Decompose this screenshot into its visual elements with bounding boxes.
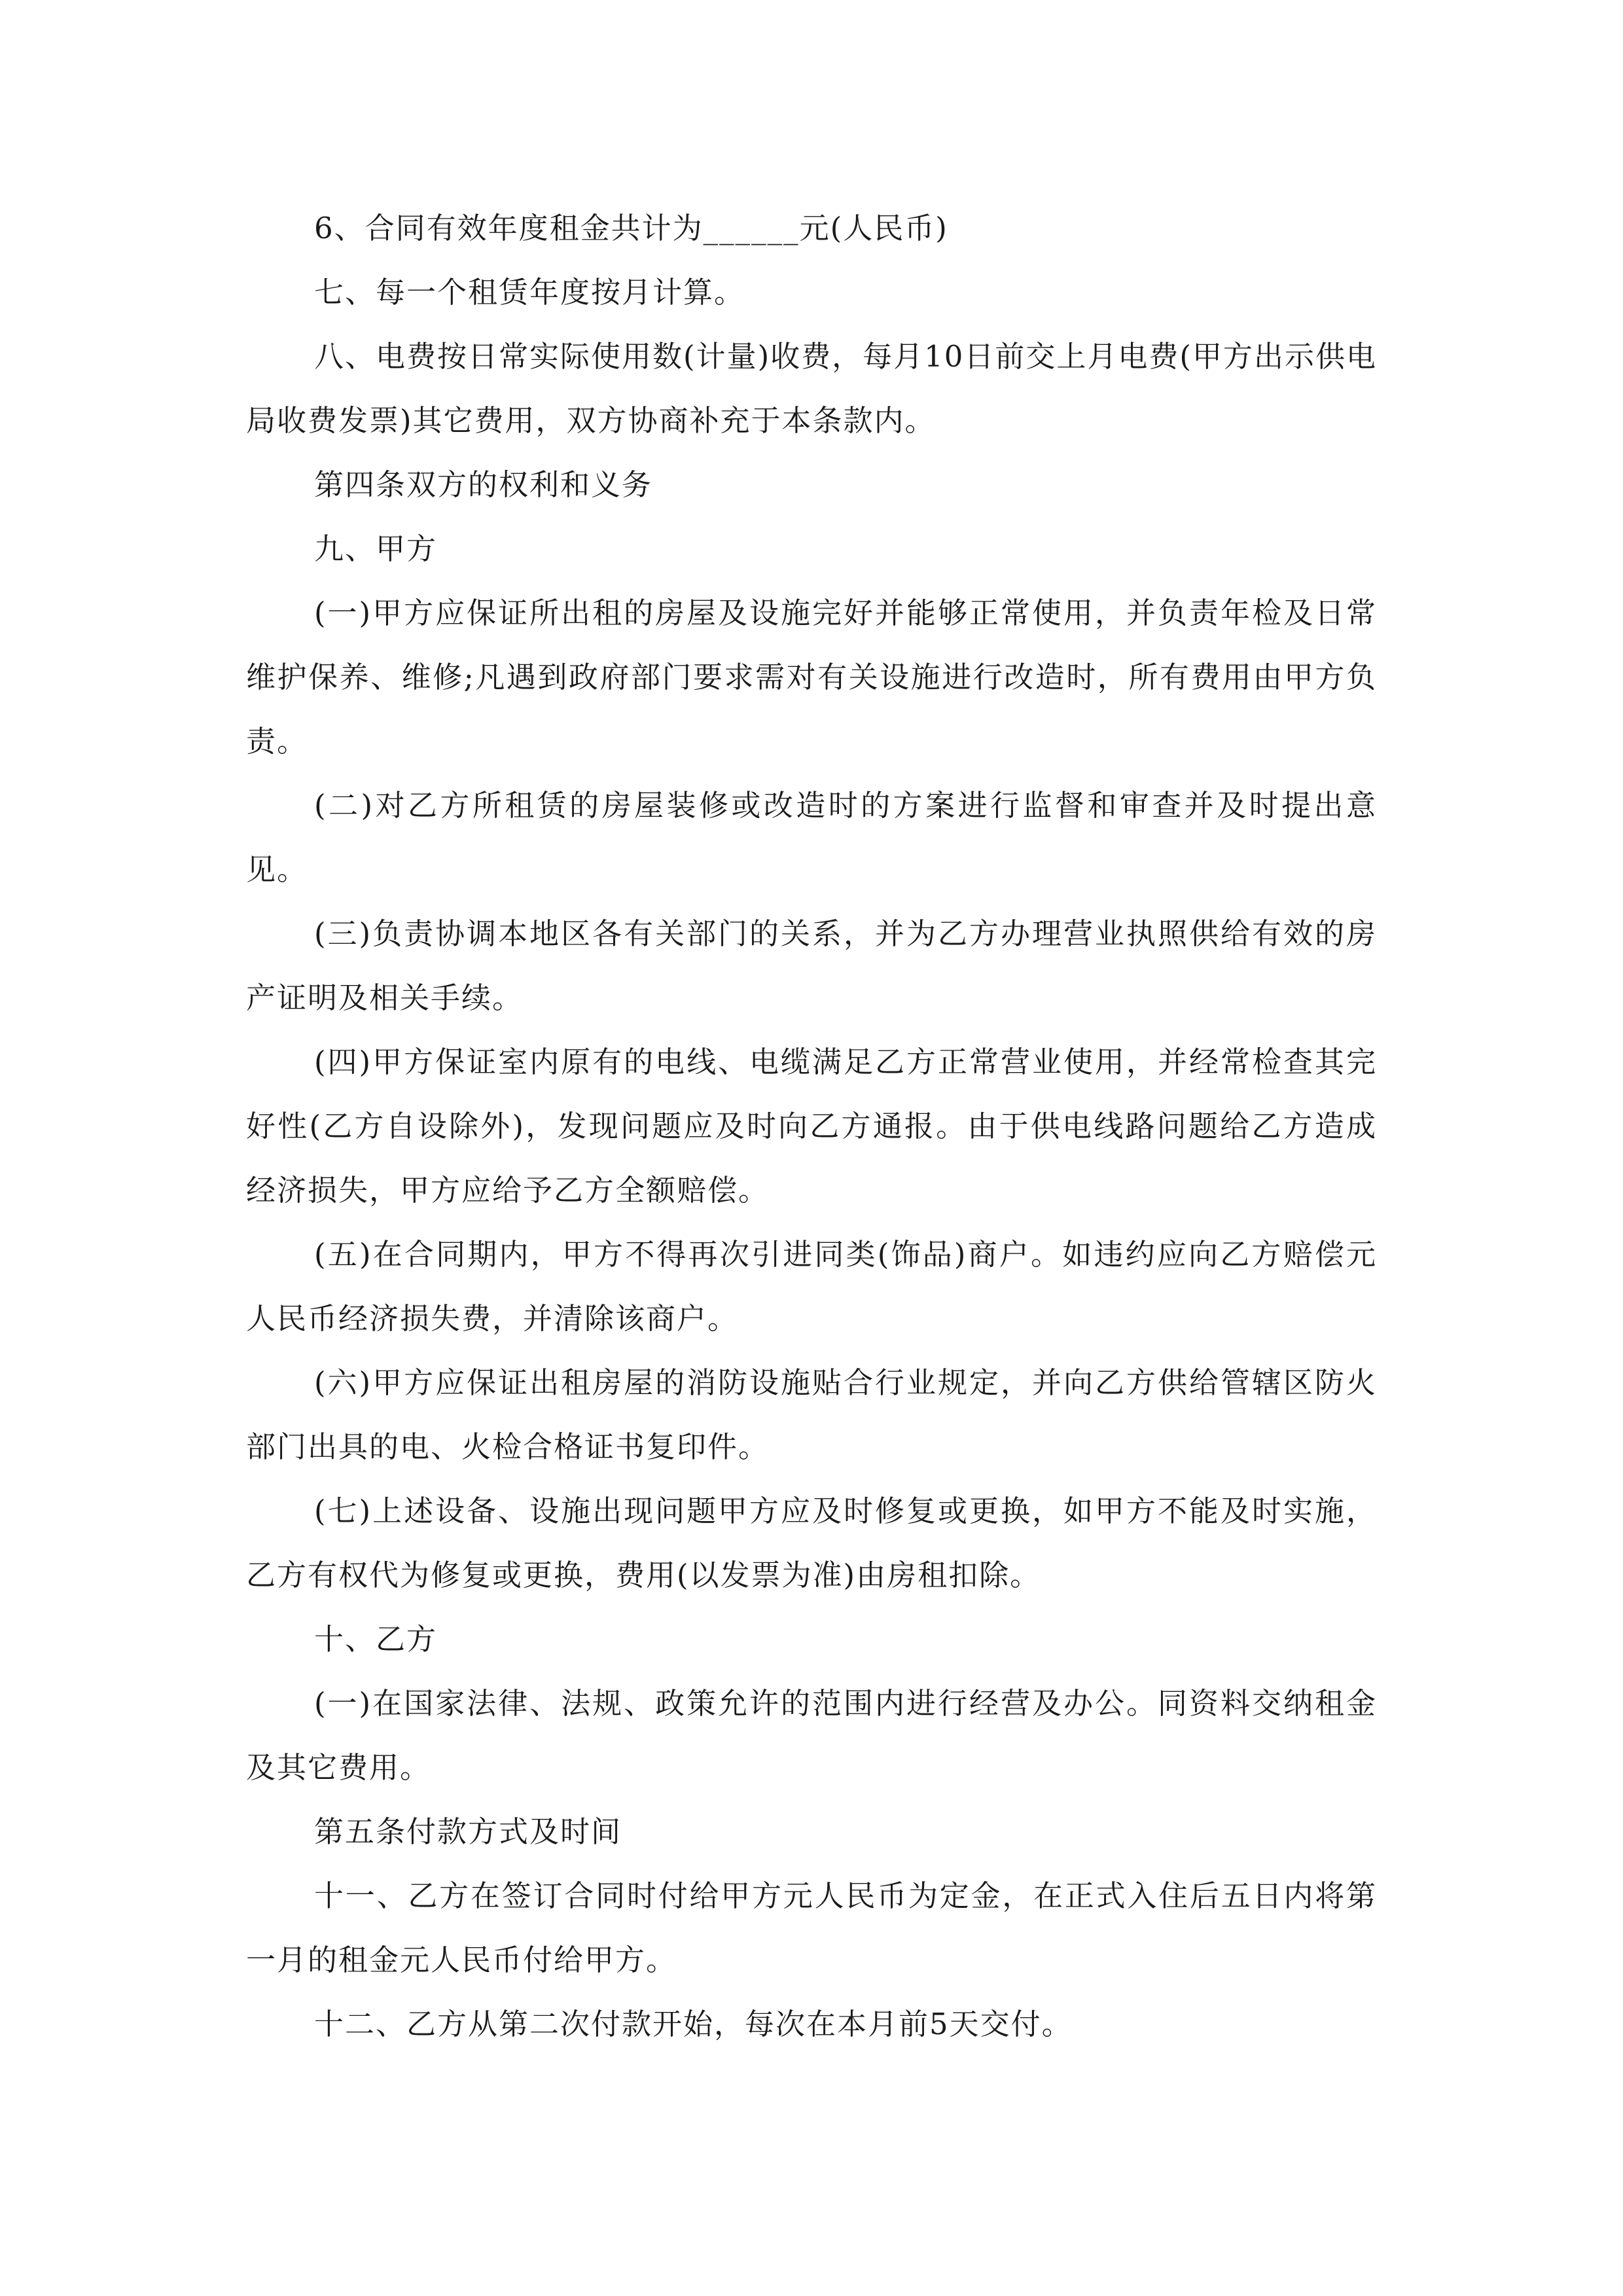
- subheading-party-b: 十、乙方: [314, 1622, 438, 1657]
- paragraph-electricity: 八、电费按日常实际使用数(计量)收费，每月10日前交上月电费(甲方出示供电局收费发票)其它费用，双方协商补充于本条款内。: [246, 339, 1377, 438]
- paragraph-a-3: (三)负责协调本地区各有关部门的关系，并为乙方办理营业执照供给有效的房产证明及相关手续。: [246, 916, 1377, 1015]
- paragraph-a-2: (二)对乙方所租赁的房屋装修或改造时的方案进行监督和审查并及时提出意见。: [246, 788, 1377, 887]
- section-heading-rights: 第四条双方的权利和义务: [314, 467, 653, 502]
- subheading-party-a: 九、甲方: [314, 531, 438, 566]
- paragraph-monthly-calc: 七、每一个租赁年度按月计算。: [314, 275, 745, 310]
- paragraph-a-6: (六)甲方应保证出租房屋的消防设施贴合行业规定，并向乙方供给管辖区防火部门出具的电、火检合格证书复印件。: [246, 1365, 1377, 1464]
- paragraph-payment-schedule: 十二、乙方从第二次付款开始，每次在本月前5天交付。: [314, 2007, 1073, 2041]
- paragraph-a-1: (一)甲方应保证所出租的房屋及设施完好并能够正常使用，并负责年检及日常维护保养、维修;凡遇到政府部门要求需对有关设施进行改造时，所有费用由甲方负责。: [246, 596, 1377, 759]
- paragraph-a-7: (七)上述设备、设施出现问题甲方应及时修复或更换，如甲方不能及时实施，乙方有权代为修复或更换，费用(以发票为准)由房租扣除。: [246, 1494, 1377, 1592]
- paragraph-b-1: (一)在国家法律、法规、政策允许的范围内进行经营及办公。同资料交纳租金及其它费用。: [246, 1686, 1377, 1785]
- paragraph-a-5: (五)在合同期内，甲方不得再次引进同类(饰品)商户。如违约应向乙方赔偿元人民币经济损失费，并清除该商户。: [246, 1237, 1377, 1336]
- paragraph-a-4: (四)甲方保证室内原有的电线、电缆满足乙方正常营业使用，并经常检查其完好性(乙方自设除外)，发现问题应及时向乙方通报。由于供电线路问题给乙方造成经济损失，甲方应给予乙方全额赔偿。: [246, 1045, 1377, 1208]
- section-heading-payment: 第五条付款方式及时间: [314, 1814, 622, 1849]
- document-body: [246, 196, 1377, 2056]
- paragraph-rent-total: 6、合同有效年度租金共计为______元(人民币): [314, 211, 948, 245]
- paragraph-deposit: 十一、乙方在签订合同时付给甲方元人民币为定金，在正式入住后五日内将第一月的租金元人民币付给甲方。: [246, 1878, 1377, 1977]
